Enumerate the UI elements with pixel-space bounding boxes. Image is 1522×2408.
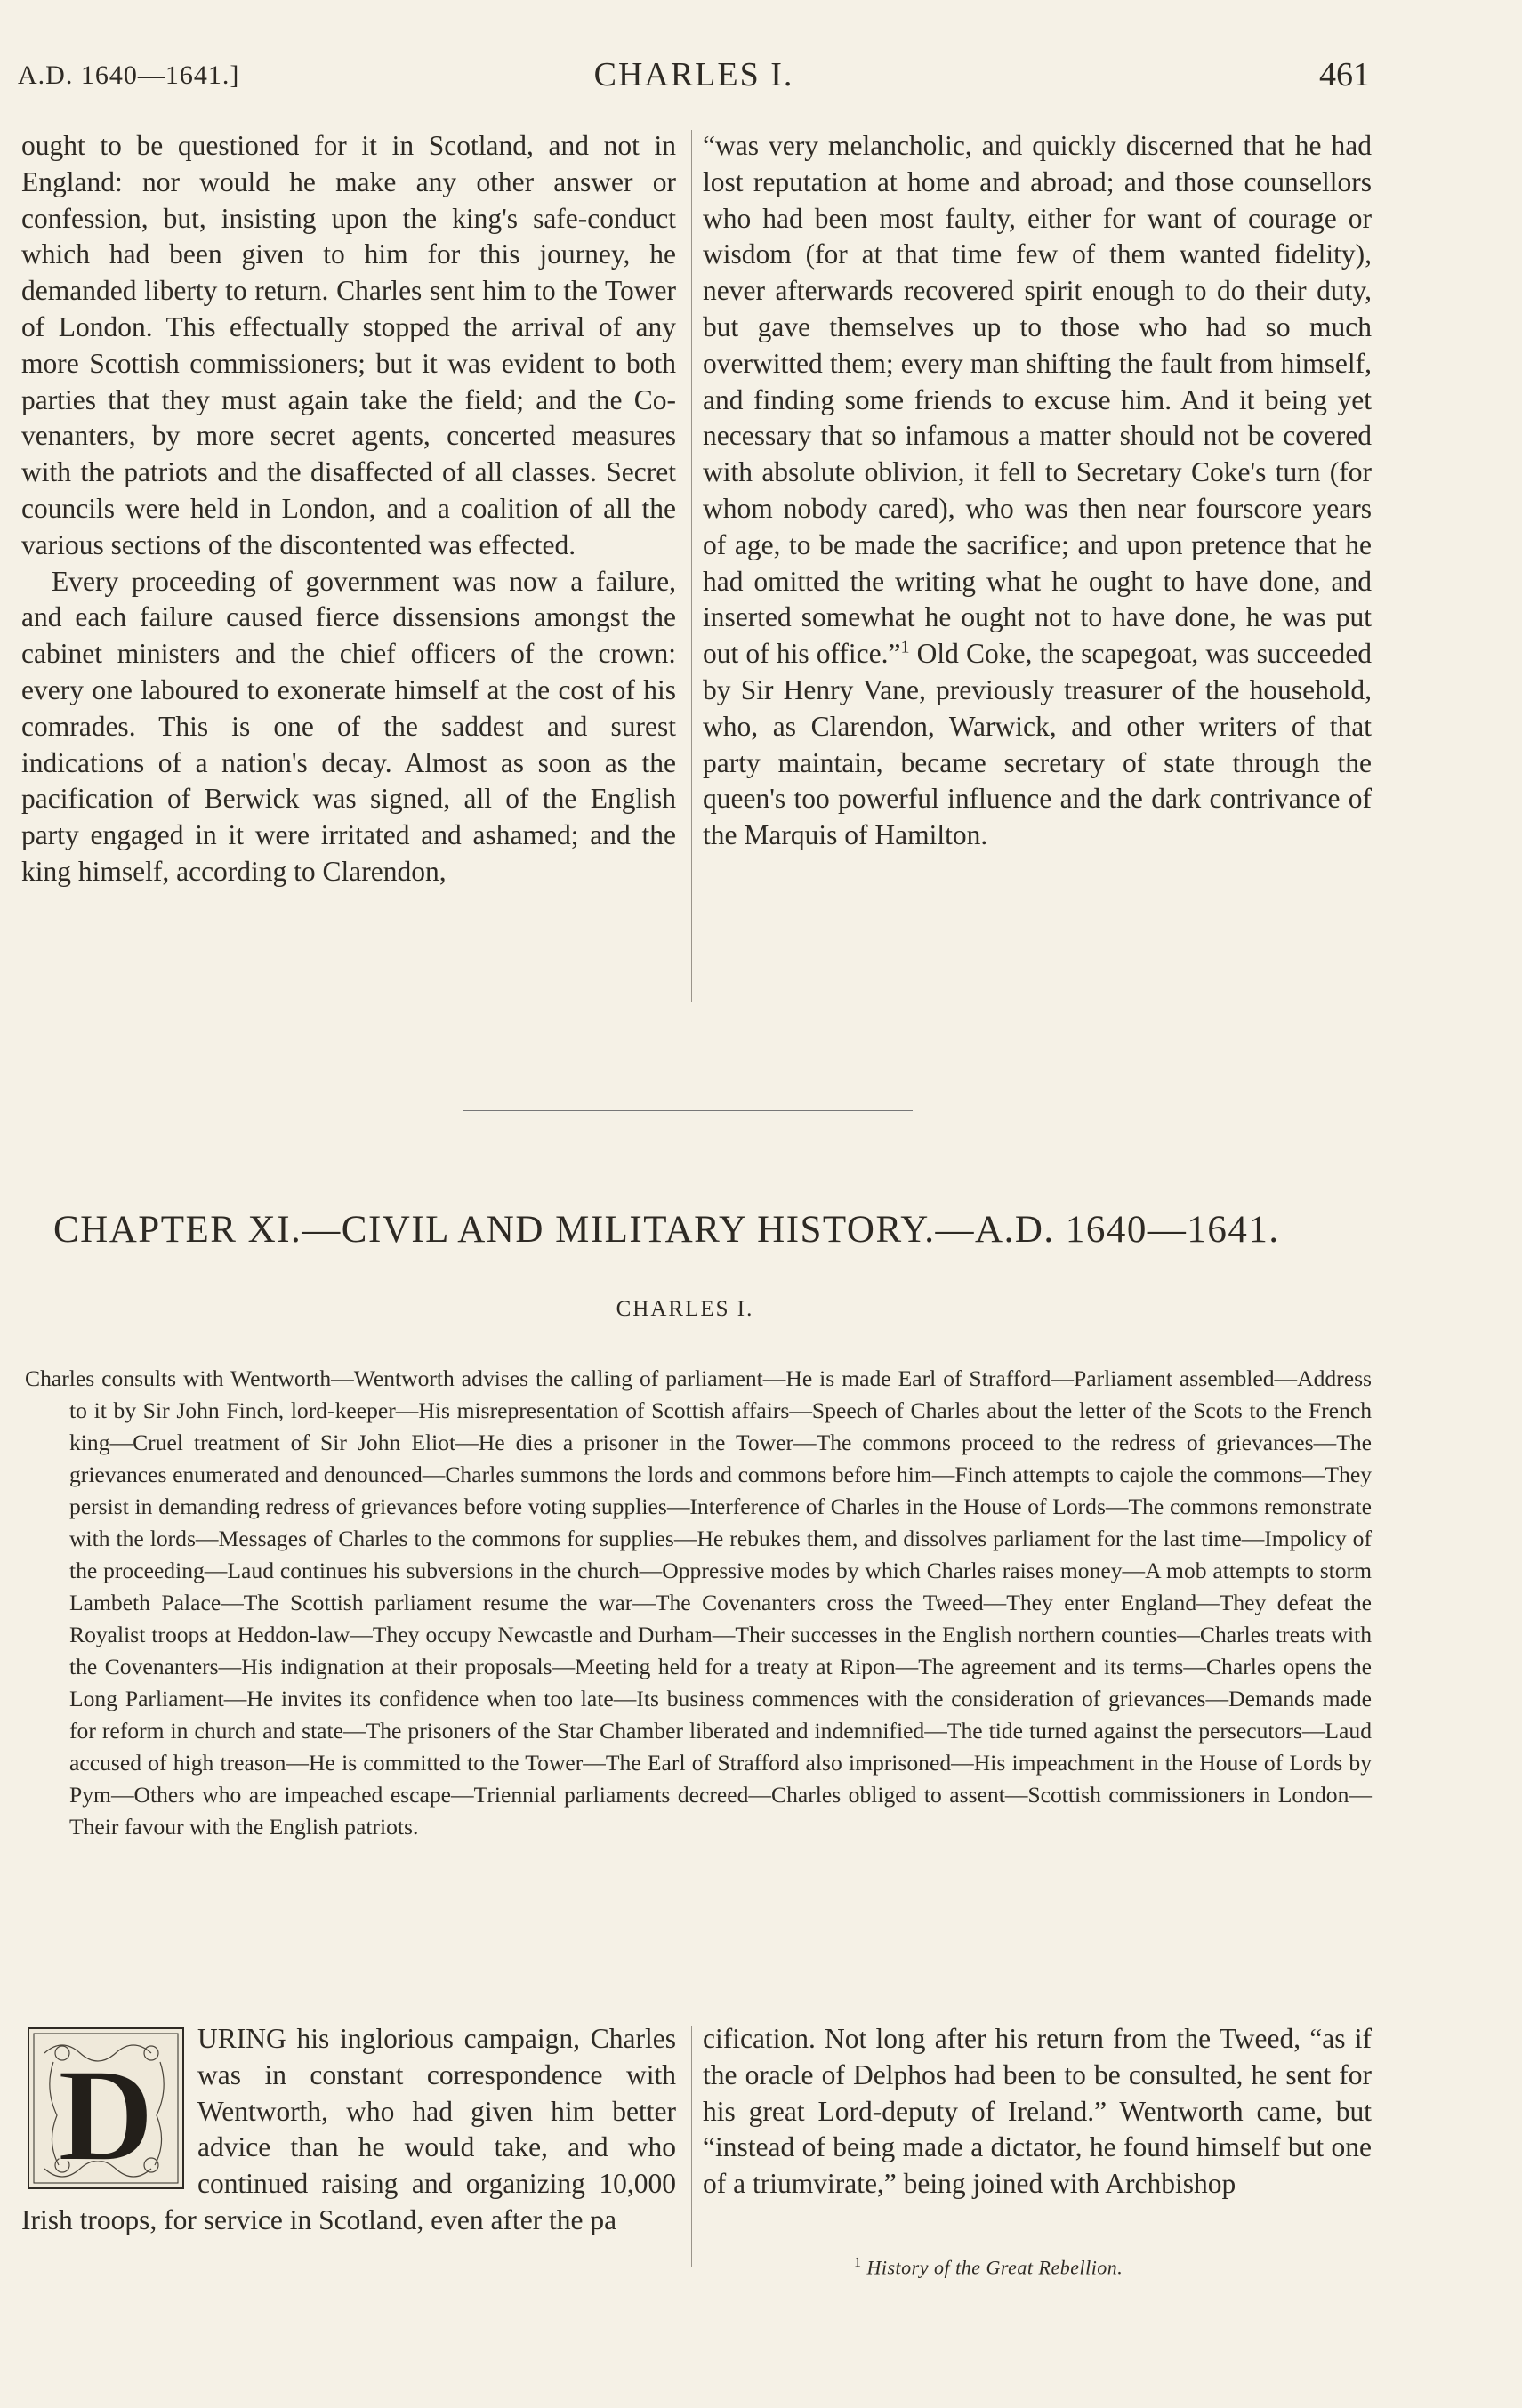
running-head xyxy=(18,55,1370,100)
dropcap-letter: D xyxy=(57,2042,155,2189)
paragraph: ought to be questioned for it in Scotland, and not in England: nor would he make any other answer or confession, but, insisting upon the king's safe-conduct which had been given to him for this journey, he demanded liberty to return. Charles sent him to the Tower of London. This effectually stopped the arrival of any more Scottish commissioners; but it was evident to both parties that they must again take the field; and the Covenanters, by more secret agents, concerted measures with the patriots and the disaffected of all classes. Secret councils were held in London, and a coalition of all the various sections of the discontented was effected. xyxy=(21,130,676,560)
column-divider xyxy=(691,2026,692,2267)
page-number: 461 xyxy=(1319,56,1370,93)
paragraph: URING his inglorious campaign, Charles was in constant correspondence with Wentworth, who had given him better advice than he would take, and who continued raising and organizing 10,000 Irish troops, for service in Scotland, even after the pa xyxy=(21,2023,676,2235)
paragraph xyxy=(703,128,1372,854)
running-head-dates: A.D. 1640—1641.] xyxy=(18,60,240,90)
paragraph: Every proceeding of government was now a failure, and each failure caused fierce dissensions amongst the cabinet ministers and the chief officers of the crown: every one laboured to exonerate himself at the cost of his comrades. This is one of the saddest and surest indications of a nation's decay. Almost as soon as the pacification of Berwick was signed, all of the English party engaged in it were irritated and ashamed; and the king himself, according to Clarendon, xyxy=(21,565,676,887)
bottom-right-column xyxy=(703,2021,1372,2203)
footnote-text: History of the Great Rebellion. xyxy=(866,2256,1123,2279)
top-right-column xyxy=(703,128,1372,854)
top-left-column xyxy=(21,128,676,890)
footnote-mark: 1 xyxy=(854,2255,862,2270)
chapter-subtitle: CHARLES I. xyxy=(616,1297,754,1321)
column-divider xyxy=(691,130,692,1002)
footnote xyxy=(854,2255,1123,2279)
bottom-left-column xyxy=(21,2021,676,2239)
footnote-reference: 1 xyxy=(900,637,910,657)
section-divider xyxy=(463,1110,913,1111)
paragraph: cification. Not long after his return from the Tweed, “as if the oracle of Delphos had been to be consulted, he sent for his great Lord-deputy of Ireland.” Wentworth came, but “instead of being made a dictator, he found himself but one of a triumvirate,” being joined with Archbishop xyxy=(703,2023,1372,2200)
decorative-initial-d-icon xyxy=(27,2026,185,2190)
chapter-title: CHAPTER XI.—CIVIL AND MILITARY HISTORY.—A.D. 1640—1641. xyxy=(53,1209,1280,1251)
running-head-title: CHARLES I. xyxy=(593,56,794,93)
paragraph-continuation: Old Coke, the scapegoat, was succeeded by Sir Henry Vane, previously treasurer of the household, who, as Clarendon, Warwick, and other writers of that party maintain, became secretary of state through the queen's too powerful influence and the dark contrivance of the Marquis of Hamilton. xyxy=(703,638,1372,851)
chapter-synopsis: Charles consults with Wentworth—Wentworth advises the calling of parliament—He is made Earl of Strafford—Parliament assembled—Address to it by Sir John Finch, lord-keeper—His misrepresentation of Scottish affairs—Speech of Charles about the letter of the Scots to the French king—Cruel treatment of Sir John Eliot—He dies a prisoner in the Tower—The commons proceed to the redress of grievances—The grievances enumerated and denounced—Charles summons the lords and commons before him—Finch attempts to cajole the commons—They persist in demanding redress of grievances before voting supplies—Interference of Charles in the House of Lords—The commons remonstrate with the lords—Messages of Charles to the commons for supplies—He rebukes them, and dissolves parliament for the last time—Impolicy of the proceeding—Laud continues his subversions in the church—Oppressive modes by which Charles raises money—A mob attempts to storm Lambeth Palace—The Scottish parliament resume the war—The Covenanters cross the Tweed—They enter England—They defeat the Royalist troops at Heddon-law—They occupy Newcastle and Durham—Their successes in the English northern counties—Charles treats with the Covenanters—His indignation at their proposals—Meeting held for a treaty at Ripon—The agreement and its terms—Charles opens the Long Parliament—He invites its confidence when too late—Its business commences with the consideration of grievances—Demands made for reform in church and state—The prisoners of the Star Chamber liberated and indemnified—The tide turned against the persecutors—Laud accused of high treason—He is committed to the Tower—The Earl of Strafford also imprisoned—His impeachment in the House of Lords by Pym—Others who are impeached escape—Triennial parliaments decreed—Charles obliged to assent—Scottish commissioners in London—Their favour with the English patriots. xyxy=(25,1365,1372,1840)
quotation-text: “was very melancholic, and quickly discerned that he had lost reputation at home and abroad; and those counsellors who had been most faulty, either for want of courage or wisdom (for at that time few of them wanted fidelity), never afterwards recovered spirit enough to do their duty, but gave themselves up to those who had so much overwitted them; every man shifting the fault from himself, and finding some friends to excuse him. And it being yet necessary that so infamous a matter should not be covered with absolute oblivion, it fell to Secretary Coke's turn (for whom nobody cared), who was then near fourscore years of age, to be made the sacrifice; and upon pretence that he had omitted the writing what he ought to have done, and inserted somewhat he ought not to have done, he was put out of his office.” xyxy=(703,130,1372,670)
